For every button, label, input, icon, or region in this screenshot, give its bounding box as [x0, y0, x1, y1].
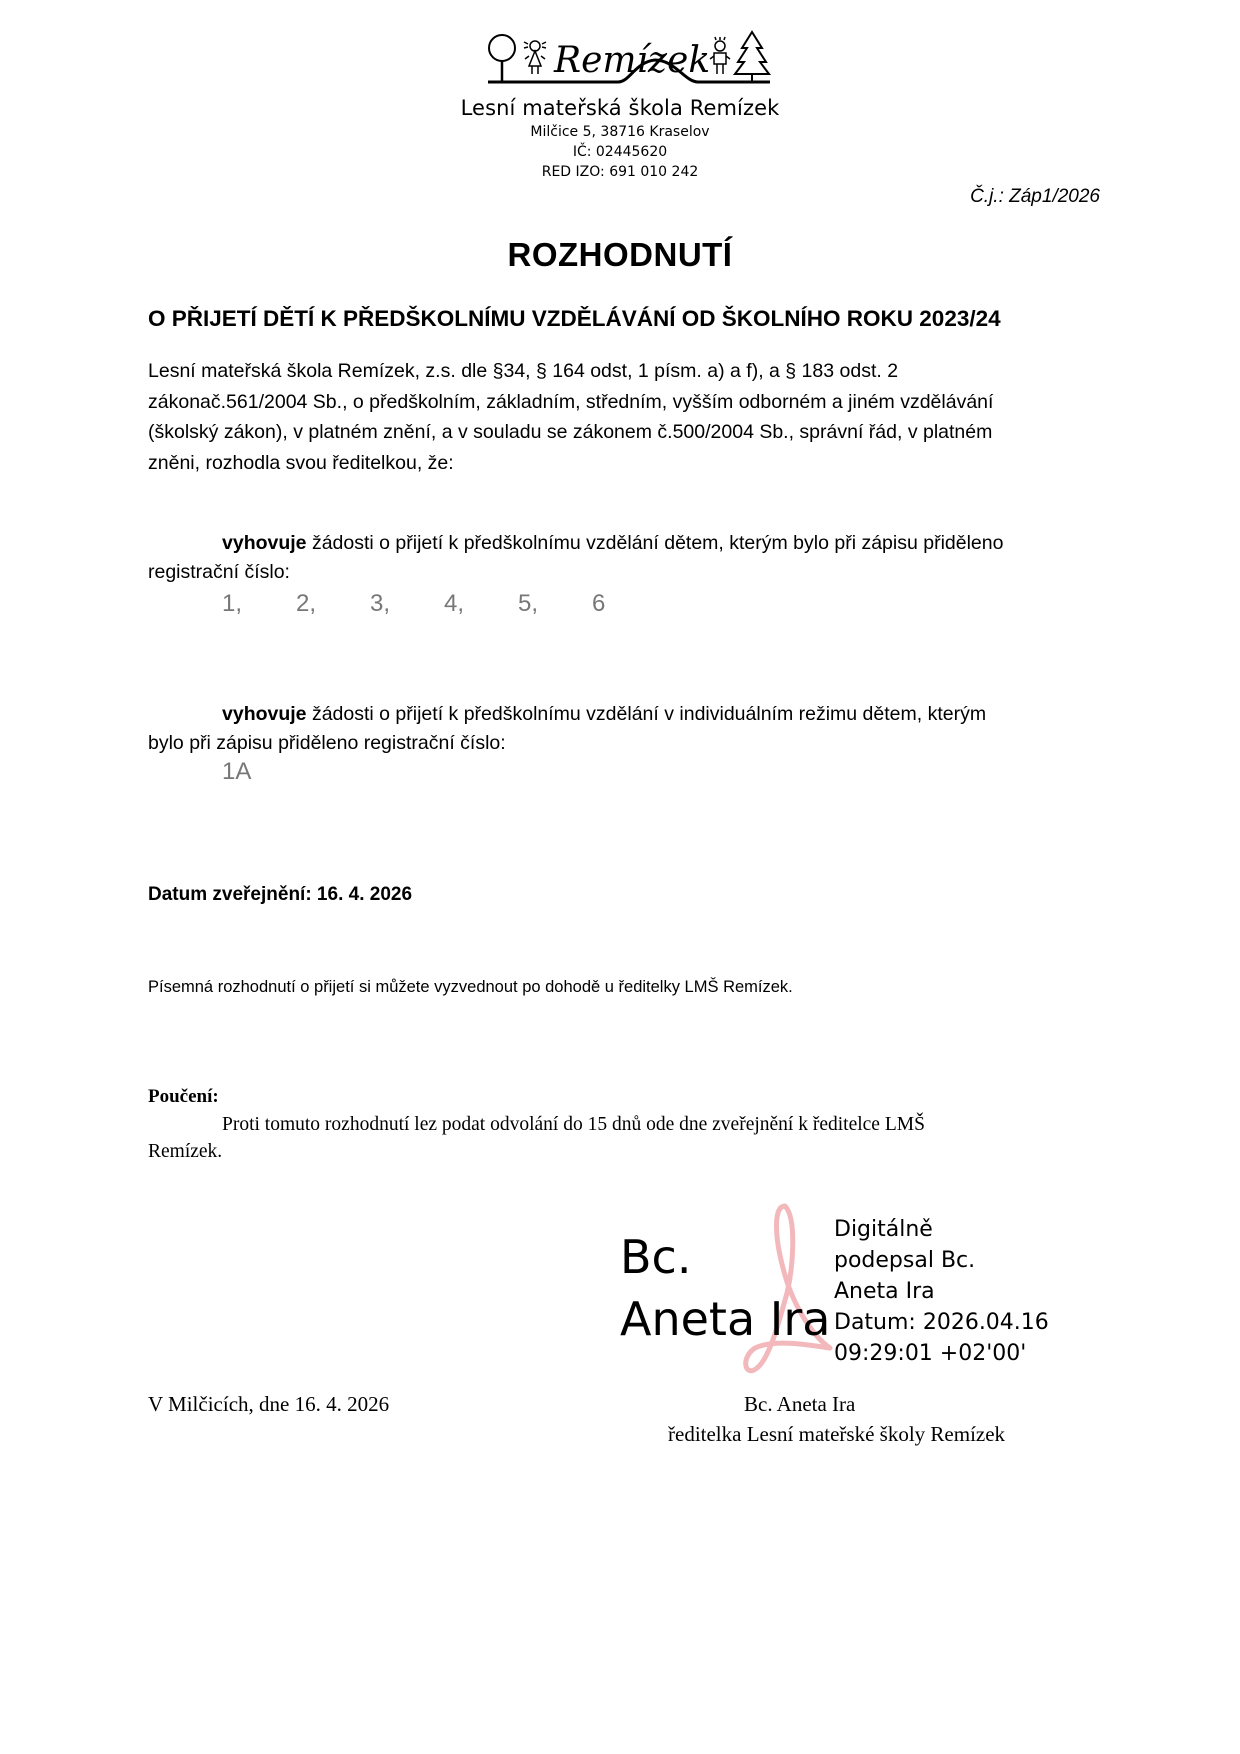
- signature-info-line: Digitálně: [834, 1217, 933, 1242]
- decision-1-verb: vyhovuje: [222, 532, 307, 554]
- signer-name-large-line-2: Aneta Ira: [620, 1292, 831, 1346]
- registration-number: 5,: [518, 590, 539, 617]
- document-subtitle: O PŘIJETÍ DĚTÍ K PŘEDŠKOLNÍMU VZDĚLÁVÁNÍ OD ŠKOLNÍHO ROKU 2023/24: [148, 306, 1001, 331]
- registration-number: 4,: [444, 590, 465, 617]
- signer-name-large-line-1: Bc.: [620, 1230, 692, 1284]
- signature-info: [834, 1214, 1049, 1369]
- place-and-date: V Milčicích, dne 16. 4. 2026: [148, 1392, 390, 1416]
- school-address: Milčice 5, 38716 Kraselov: [530, 124, 710, 140]
- registration-number: 3,: [370, 590, 391, 617]
- intro-line-2: zákonač.561/2004 Sb., o předškolním, základním, středním, vyšším odborném a jiném vzdělávání: [148, 391, 994, 413]
- signer-name: Bc. Aneta Ira: [744, 1392, 856, 1416]
- tree-icon: [489, 35, 515, 82]
- decision-2-line-1: [222, 703, 986, 726]
- school-ic: IČ: 02445620: [572, 144, 668, 160]
- signature-info-line: Aneta Ira: [834, 1279, 935, 1304]
- boy-icon: [710, 37, 730, 74]
- decision-1-line-1: [222, 532, 1003, 555]
- intro-line-4: zněni, rozhodla svou ředitelkou, že:: [148, 452, 454, 474]
- registration-number: 6: [592, 590, 606, 617]
- decision-2-line-2: bylo při zápisu přiděleno registrační číslo:: [148, 732, 506, 754]
- school-red-izo: RED IZO: 691 010 242: [541, 164, 699, 180]
- fir-tree-icon: [735, 32, 769, 82]
- instruction-heading: Poučení:: [148, 1086, 219, 1107]
- publication-date: Datum zveřejnění: 16. 4. 2026: [148, 884, 413, 905]
- acrobat-signature-icon: [735, 1198, 835, 1383]
- decision-2-verb: vyhovuje: [222, 703, 307, 725]
- decision-1-text: žádosti o přijetí k předškolnímu vzdělání dětem, kterým bylo při zápisu přiděleno: [306, 532, 1004, 554]
- decision-2-text: žádosti o přijetí k předškolnímu vzdělání v individuálním režimu dětem, kterým: [306, 703, 987, 725]
- school-name: Lesní mateřská škola Remízek: [460, 96, 780, 120]
- registration-numbers-list: [222, 590, 666, 618]
- signature-info-line: 09:29:01 +02'00': [834, 1341, 1027, 1366]
- decision-1-line-2: registrační číslo:: [148, 561, 290, 583]
- intro-line-3: (školský zákon), v platném znění, a v souladu se zákonem č.500/2004 Sb., správní řád, v platném: [148, 421, 993, 443]
- registration-number: 1,: [222, 590, 243, 617]
- document-title: ROZHODNUTÍ: [507, 236, 733, 273]
- intro-line-1: Lesní mateřská škola Remízek, z.s. dle §34, § 164 odst, 1 písm. a) a f), a § 183 odst. 2: [148, 360, 899, 382]
- girl-icon: [524, 41, 546, 74]
- pickup-note: Písemná rozhodnutí o přijetí si můžete vyzvednout po dohodě u ředitelky LMŠ Remízek.: [148, 978, 793, 996]
- individual-registration-number: 1A: [222, 758, 252, 785]
- instruction-line-2: Remízek.: [148, 1141, 223, 1162]
- logo-wordmark: Remízek: [554, 40, 711, 81]
- signer-role: ředitelka Lesní mateřské školy Remízek: [668, 1422, 1006, 1446]
- signature-info-line: Datum: 2026.04.16: [834, 1310, 1049, 1335]
- signature-info-line: podepsal Bc.: [834, 1248, 976, 1273]
- reference-number: Č.j.: Záp1/2026: [970, 186, 1100, 207]
- school-logo: [480, 26, 775, 88]
- registration-number: 2,: [296, 590, 317, 617]
- instruction-line-1: Proti tomuto rozhodnutí lez podat odvolání do 15 dnů ode dne zveřejnění k ředitelce LMŠ: [222, 1114, 925, 1135]
